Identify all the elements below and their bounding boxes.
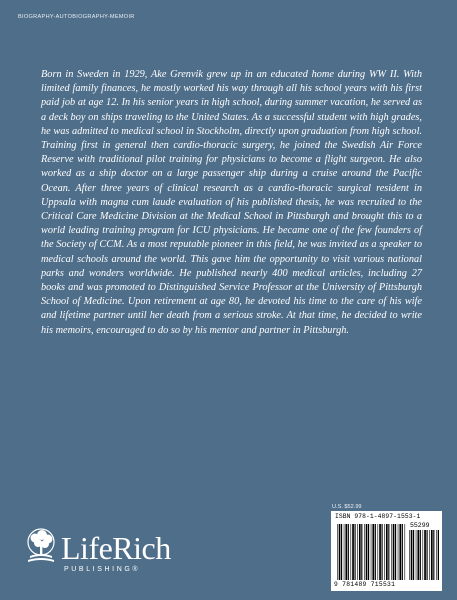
barcode-bar (375, 524, 376, 580)
barcode-bar (355, 524, 356, 580)
barcode-bar (424, 530, 426, 580)
barcode-bar (372, 524, 374, 580)
barcode-bar (436, 530, 437, 580)
publisher-subtitle: PUBLISHING® (64, 566, 141, 573)
isbn-text: ISBN 978-1-4897-1553-1 (335, 513, 421, 520)
barcode-bar (339, 524, 341, 580)
barcode-bar (402, 524, 403, 580)
barcode-bar (438, 530, 439, 580)
barcode-bar (345, 524, 347, 580)
genre-label: BIOGRAPHY-AUTOBIOGRAPHY-MEMOIR (18, 14, 135, 20)
price-label: U.S. $52.99 (332, 504, 362, 510)
barcode-bar (423, 530, 424, 580)
back-cover-blurb: Born in Sweden in 1929, Ake Grenvik grew up in an educated home during WW II. With limited family finances, he mostly worked his way through all his school years with his first paid job at age 12. In his senior years in high school, during summer vacation, he served as a deck boy on ships traveling to the United States. As a successful student with high grades, he was admitted to medical school in Stockholm, directly upon graduation from high school. Training first in general then cardio-thoracic surgery, he joined the Swedish Air Force Reserve with traditional pilot training for physicians to become a flight surgeon. He also worked as a ship doctor on a large passenger ship during a cruise around the Pacific Ocean. After three years of clinical research as a cardio-thoracic surgical resident in Uppsala with magna cum laude evaluation of his published thesis, he was recruited to the Critical Care Medicine Division at the Medical School in Pittsburgh and brought this to a world leading training program for ICU physicians. He became one of the few founders of the Society of CCM. As a most reputable pioneer in this field, he was invited as a speaker to medical schools around the world. This gave him the opportunity to visit various national parks and wonders worldwide. He published nearly 400 medical articles, including 27 books and was promoted to Distinguished Service Professor at the University of Pittsburgh School of Medicine. Upon retirement at age 80, he devoted his time to the care of his wife and lifetime partner until her death from a serious stroke. At that time, he decided to write his memoirs, encouraged to do so by his mentor and partner in Pittsburgh. (41, 69, 422, 336)
barcode-bar (378, 524, 379, 580)
barcode-bar (391, 524, 392, 580)
barcode-bar (431, 530, 433, 580)
barcode-bar (427, 530, 428, 580)
barcode-bar (344, 524, 345, 580)
barcode-bar (371, 524, 372, 580)
barcode-bar (361, 524, 362, 580)
barcode-bar (398, 524, 399, 580)
barcode-bar (395, 524, 396, 580)
barcode-bar (417, 530, 419, 580)
barcode-bar (341, 524, 342, 580)
barcode-bar (399, 524, 401, 580)
barcode-bar (433, 530, 434, 580)
price-addon-number: 55299 (410, 522, 430, 529)
barcode-bar (393, 524, 395, 580)
barcode-bar (366, 524, 368, 580)
publisher-logo (24, 528, 204, 582)
barcode-bar (368, 524, 369, 580)
tree-logo-icon (24, 528, 58, 568)
barcode-bar (337, 524, 338, 580)
barcode-bar (384, 524, 385, 580)
barcode (331, 511, 442, 591)
ean-number: 9 781489 715531 (334, 581, 396, 588)
barcode-bar (359, 524, 361, 580)
barcode-bar (364, 524, 365, 580)
barcode-bar (348, 524, 349, 580)
barcode-bar (411, 530, 413, 580)
barcode-bar (352, 524, 354, 580)
barcode-bar (388, 524, 389, 580)
publisher-name: LifeRich (61, 530, 171, 566)
ean-barcode-bars (337, 524, 407, 582)
barcode-bar (357, 524, 358, 580)
barcode-bar (379, 524, 381, 580)
barcode-bar (429, 530, 430, 580)
barcode-bar (413, 530, 414, 580)
barcode-bar (386, 524, 388, 580)
barcode-bar (405, 524, 406, 580)
barcode-bar (351, 524, 352, 580)
barcode-bar (409, 530, 410, 580)
barcode-bar (416, 530, 417, 580)
barcode-bar (420, 530, 421, 580)
barcode-bar (382, 524, 383, 580)
addon-barcode-bars (409, 530, 439, 582)
